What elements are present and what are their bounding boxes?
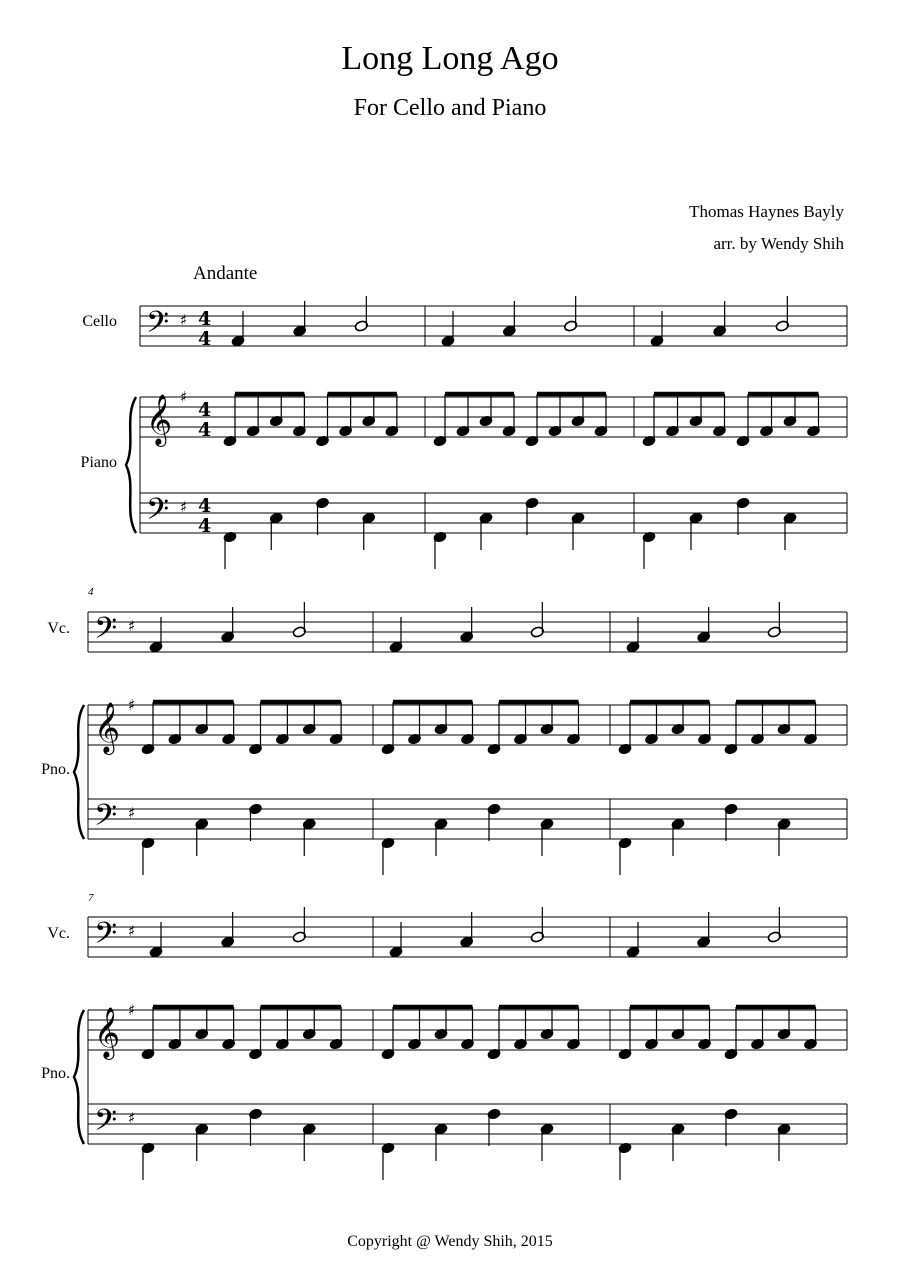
- piano-label: Pno.: [41, 761, 70, 778]
- arranger-credit: arr. by Wendy Shih: [713, 234, 844, 253]
- bass-clef-icon: 𝄢: [94, 612, 118, 653]
- score-title: Long Long Ago: [341, 40, 559, 77]
- sharp-icon: ♯: [180, 388, 188, 406]
- bass-clef-icon: 𝄢: [94, 917, 118, 958]
- tempo-marking: Andante: [193, 263, 258, 284]
- sharp-icon: ♯: [180, 311, 188, 329]
- composer-credit: Thomas Haynes Bayly: [689, 202, 844, 221]
- bass-clef-icon: 𝄢: [94, 799, 118, 840]
- piano-brace: [74, 1010, 84, 1144]
- time-signature: 4: [198, 308, 212, 330]
- bass-clef-icon: 𝄢: [94, 1104, 118, 1145]
- sharp-icon: ♯: [128, 804, 136, 822]
- time-signature: 4: [198, 328, 212, 350]
- time-signature: 4: [198, 419, 212, 441]
- sharp-icon: ♯: [128, 696, 136, 714]
- treble-clef-icon: 𝄞: [146, 394, 173, 445]
- piano-brace: [74, 705, 84, 839]
- bass-clef-icon: 𝄢: [146, 493, 170, 534]
- sharp-icon: ♯: [128, 1001, 136, 1019]
- cello-label: Cello: [82, 313, 117, 330]
- sharp-icon: ♯: [128, 1109, 136, 1127]
- treble-clef-icon: 𝄞: [94, 1007, 121, 1058]
- cello-label: Vc.: [47, 620, 70, 637]
- piano-brace: [126, 397, 136, 533]
- bass-clef-icon: 𝄢: [146, 306, 170, 347]
- sharp-icon: ♯: [180, 498, 188, 516]
- treble-clef-icon: 𝄞: [94, 702, 121, 753]
- time-signature: 4: [198, 495, 212, 517]
- time-signature: 4: [198, 399, 212, 421]
- score-subtitle: For Cello and Piano: [353, 95, 547, 121]
- piano-label: Pno.: [41, 1065, 70, 1082]
- piano-label: Piano: [80, 454, 117, 471]
- measure-number: 7: [88, 892, 94, 904]
- cello-label: Vc.: [47, 925, 70, 942]
- sharp-icon: ♯: [128, 922, 136, 940]
- copyright-footer: Copyright @ Wendy Shih, 2015: [347, 1233, 553, 1250]
- sharp-icon: ♯: [128, 617, 136, 635]
- measure-number: 4: [88, 586, 94, 598]
- time-signature: 4: [198, 515, 212, 537]
